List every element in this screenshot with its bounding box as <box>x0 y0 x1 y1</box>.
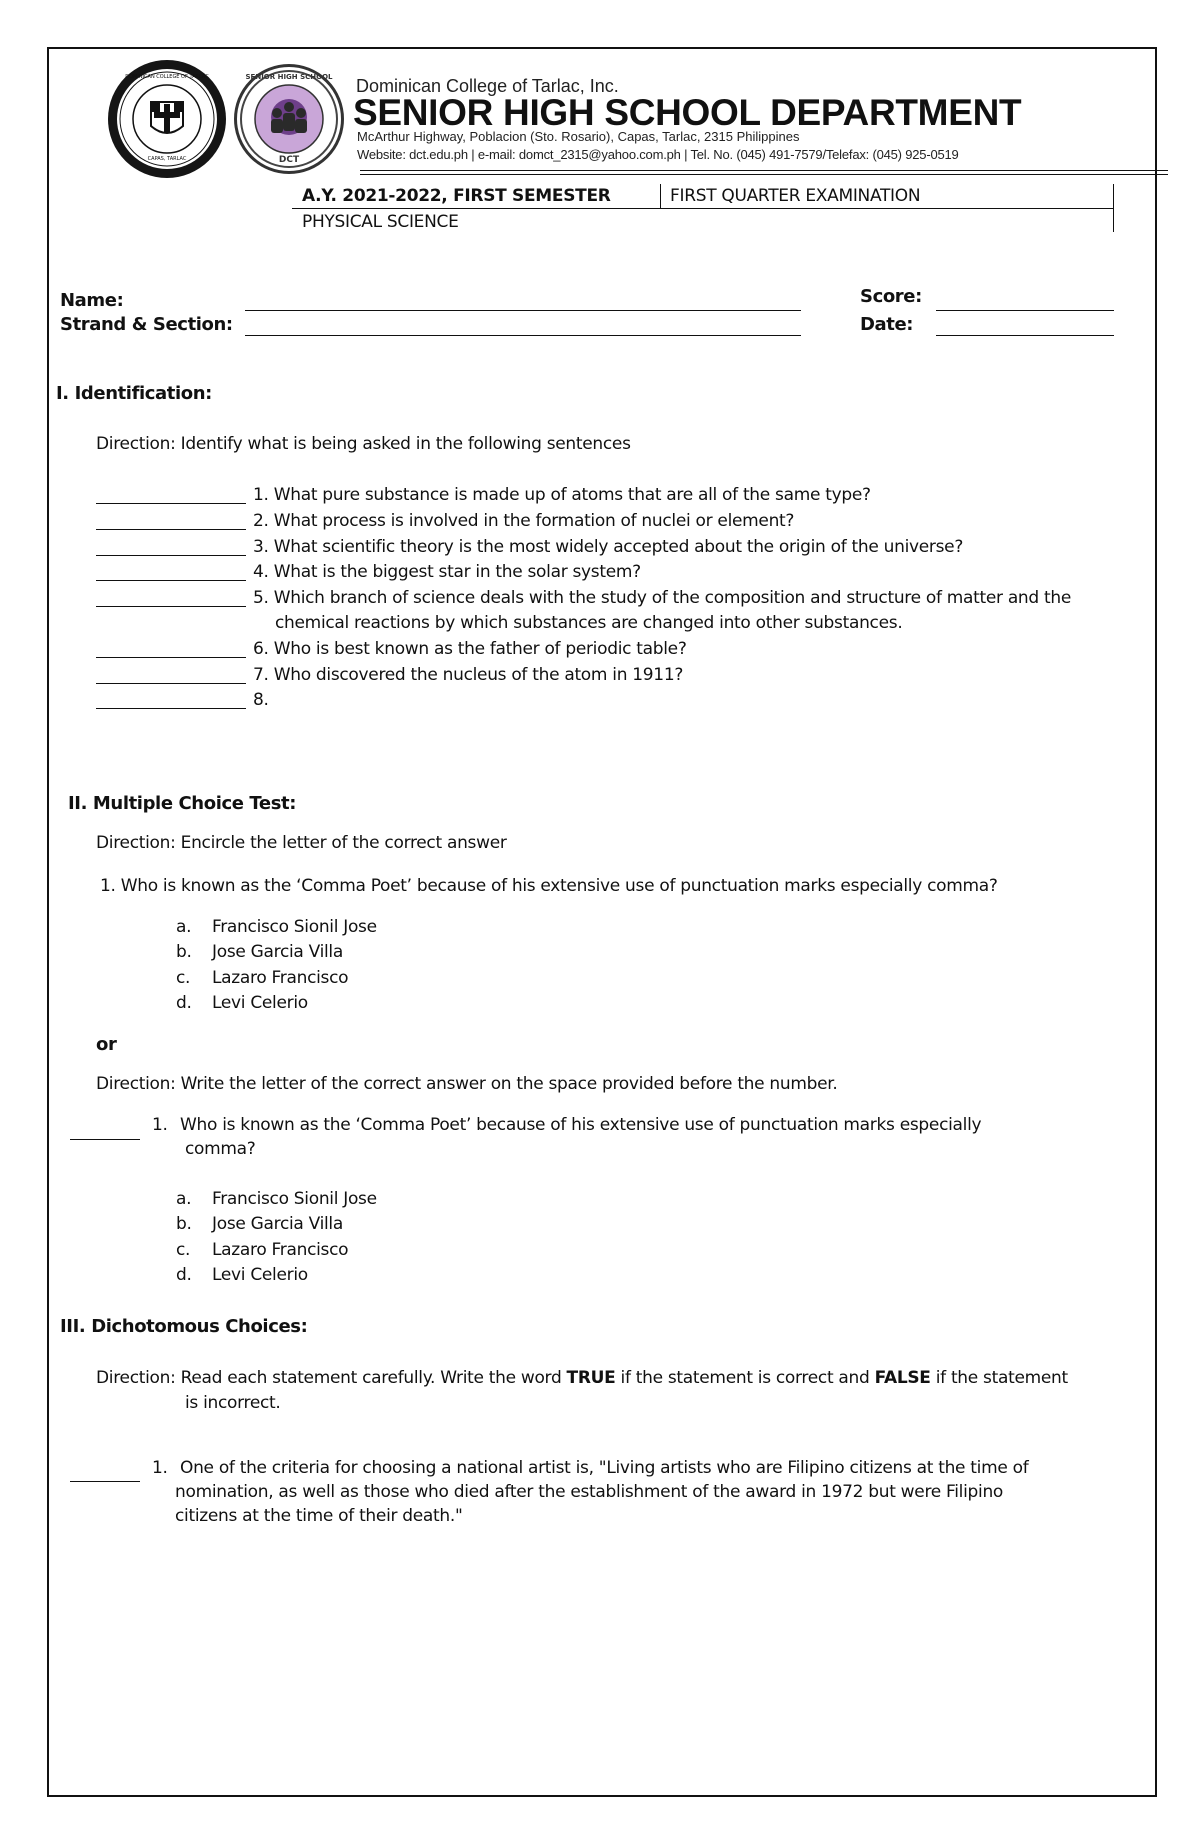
mc-answer-blank[interactable] <box>70 1139 140 1140</box>
shs-seal-logo <box>234 64 344 174</box>
option2-d: Levi Celerio <box>212 1265 308 1285</box>
seal-bottom-text: CAPAS, TARLAC <box>147 156 187 162</box>
identification-item-2: 2. What process is involved in the formation of nuclei or element? <box>253 511 795 531</box>
dichotomous-q1-line-3: citizens at the time of their death." <box>175 1506 463 1526</box>
option-letter-c[interactable]: c. <box>176 968 191 988</box>
identification-item-7: 7. Who discovered the nucleus of the atom in 1911? <box>253 665 684 685</box>
header-rule-2 <box>360 174 1168 175</box>
college-seal-logo <box>108 60 226 178</box>
name-label: Name: <box>60 290 124 311</box>
true-keyword: TRUE <box>566 1368 616 1388</box>
option2-letter-d: d. <box>176 1265 192 1285</box>
option2-letter-a: a. <box>176 1189 192 1209</box>
multiple-choice-direction: Direction: Encircle the letter of the correct answer <box>96 833 507 853</box>
identification-item-3: 3. What scientific theory is the most widely accepted about the origin of the universe? <box>253 537 964 557</box>
date-label: Date: <box>860 314 914 335</box>
option-letter-b[interactable]: b. <box>176 942 192 962</box>
college-name: Dominican College of Tarlac, Inc. <box>356 76 619 96</box>
option2-b: Jose Garcia Villa <box>212 1214 343 1234</box>
answer-blank-7[interactable] <box>96 683 246 684</box>
date-field[interactable] <box>936 335 1114 336</box>
option2-letter-b: b. <box>176 1214 192 1234</box>
subject-name: PHYSICAL SCIENCE <box>302 212 459 232</box>
or-label: or <box>96 1034 117 1055</box>
score-field[interactable] <box>936 310 1114 311</box>
mc-question-2-line-1: Who is known as the ‘Comma Poet’ because of his extensive use of punctuation marks especially <box>180 1115 982 1135</box>
answer-blank-2[interactable] <box>96 529 246 530</box>
option-b: Jose Garcia Villa <box>212 942 343 962</box>
name-field[interactable] <box>245 310 801 311</box>
dichotomous-direction <box>96 1368 1068 1388</box>
exam-box-divider <box>660 184 661 208</box>
identification-item-1: 1. What pure substance is made up of atoms that are all of the same type? <box>253 485 871 505</box>
answer-blank-5[interactable] <box>96 606 246 607</box>
dichotomous-heading: III. Dichotomous Choices: <box>60 1316 308 1337</box>
dichotomous-q1-line-2: nomination, as well as those who died after the establishment of the award in 1972 but were Filipino <box>175 1482 1004 1502</box>
contact-line: Website: dct.edu.ph | e-mail: domct_2315@yahoo.com.ph | Tel. No. (045) 491-7579/Telefax: (045) 925-0519 <box>357 147 959 162</box>
identification-item-5-continued: chemical reactions by which substances are changed into other substances. <box>275 613 903 633</box>
exam-name: FIRST QUARTER EXAMINATION <box>670 186 921 206</box>
dichotomous-q1-line-1: One of the criteria for choosing a national artist is, "Living artists who are Filipino citizens at the time of <box>180 1458 1029 1478</box>
direction-text-mid: if the statement is correct and <box>615 1368 875 1388</box>
option-c: Lazaro Francisco <box>212 968 349 988</box>
false-keyword: FALSE <box>874 1368 931 1388</box>
identification-item-8: 8. <box>253 690 269 710</box>
option-letter-d[interactable]: d. <box>176 993 192 1013</box>
mc-question-2-line-2: comma? <box>185 1139 256 1159</box>
answer-blank-1[interactable] <box>96 503 246 504</box>
identification-heading: I. Identification: <box>56 383 212 404</box>
identification-item-4: 4. What is the biggest star in the solar system? <box>253 562 641 582</box>
answer-blank-3[interactable] <box>96 555 246 556</box>
mc-question-2-number: 1. <box>152 1115 168 1135</box>
identification-item-5: 5. Which branch of science deals with the study of the composition and structure of matter and the <box>253 588 1072 608</box>
shs-seal-text: SENIOR HIGH SCHOOL <box>245 73 333 81</box>
strand-label: Strand & Section: <box>60 314 233 335</box>
header-rule <box>360 170 1168 171</box>
direction-text-post: if the statement <box>930 1368 1068 1388</box>
shs-seal-bottom-text: DCT <box>278 155 300 165</box>
option2-c: Lazaro Francisco <box>212 1240 349 1260</box>
identification-item-6: 6. Who is best known as the father of periodic table? <box>253 639 687 659</box>
dichotomous-q1-number: 1. <box>152 1458 168 1478</box>
answer-blank-4[interactable] <box>96 580 246 581</box>
strand-field[interactable] <box>245 335 801 336</box>
identification-direction: Direction: Identify what is being asked in the following sentences <box>96 434 631 454</box>
school-year: A.Y. 2021-2022, FIRST SEMESTER <box>302 186 611 206</box>
seal-text: DOMINICAN COLLEGE OF TARLAC <box>125 74 209 80</box>
answer-blank-6[interactable] <box>96 657 246 658</box>
option-a: Francisco Sionil Jose <box>212 917 377 937</box>
option-d: Levi Celerio <box>212 993 308 1013</box>
dichotomous-direction-line-2: is incorrect. <box>185 1393 281 1413</box>
address-line: McArthur Highway, Poblacion (Sto. Rosario), Capas, Tarlac, 2315 Philippines <box>357 129 800 144</box>
option2-letter-c: c. <box>176 1240 191 1260</box>
answer-blank-8[interactable] <box>96 708 246 709</box>
multiple-choice-direction-2: Direction: Write the letter of the correct answer on the space provided before the number. <box>96 1074 838 1094</box>
multiple-choice-question: 1. Who is known as the ‘Comma Poet’ because of his extensive use of punctuation marks especially comma? <box>100 876 998 896</box>
option2-a: Francisco Sionil Jose <box>212 1189 377 1209</box>
score-label: Score: <box>860 286 922 307</box>
dichotomous-answer-blank[interactable] <box>70 1481 140 1482</box>
option-letter-a[interactable]: a. <box>176 917 192 937</box>
department-title: SENIOR HIGH SCHOOL DEPARTMENT <box>353 92 1022 133</box>
multiple-choice-heading: II. Multiple Choice Test: <box>68 793 297 814</box>
exam-box-underline <box>292 208 1114 209</box>
direction-text-pre: Direction: Read each statement carefully. Write the word <box>96 1368 567 1388</box>
